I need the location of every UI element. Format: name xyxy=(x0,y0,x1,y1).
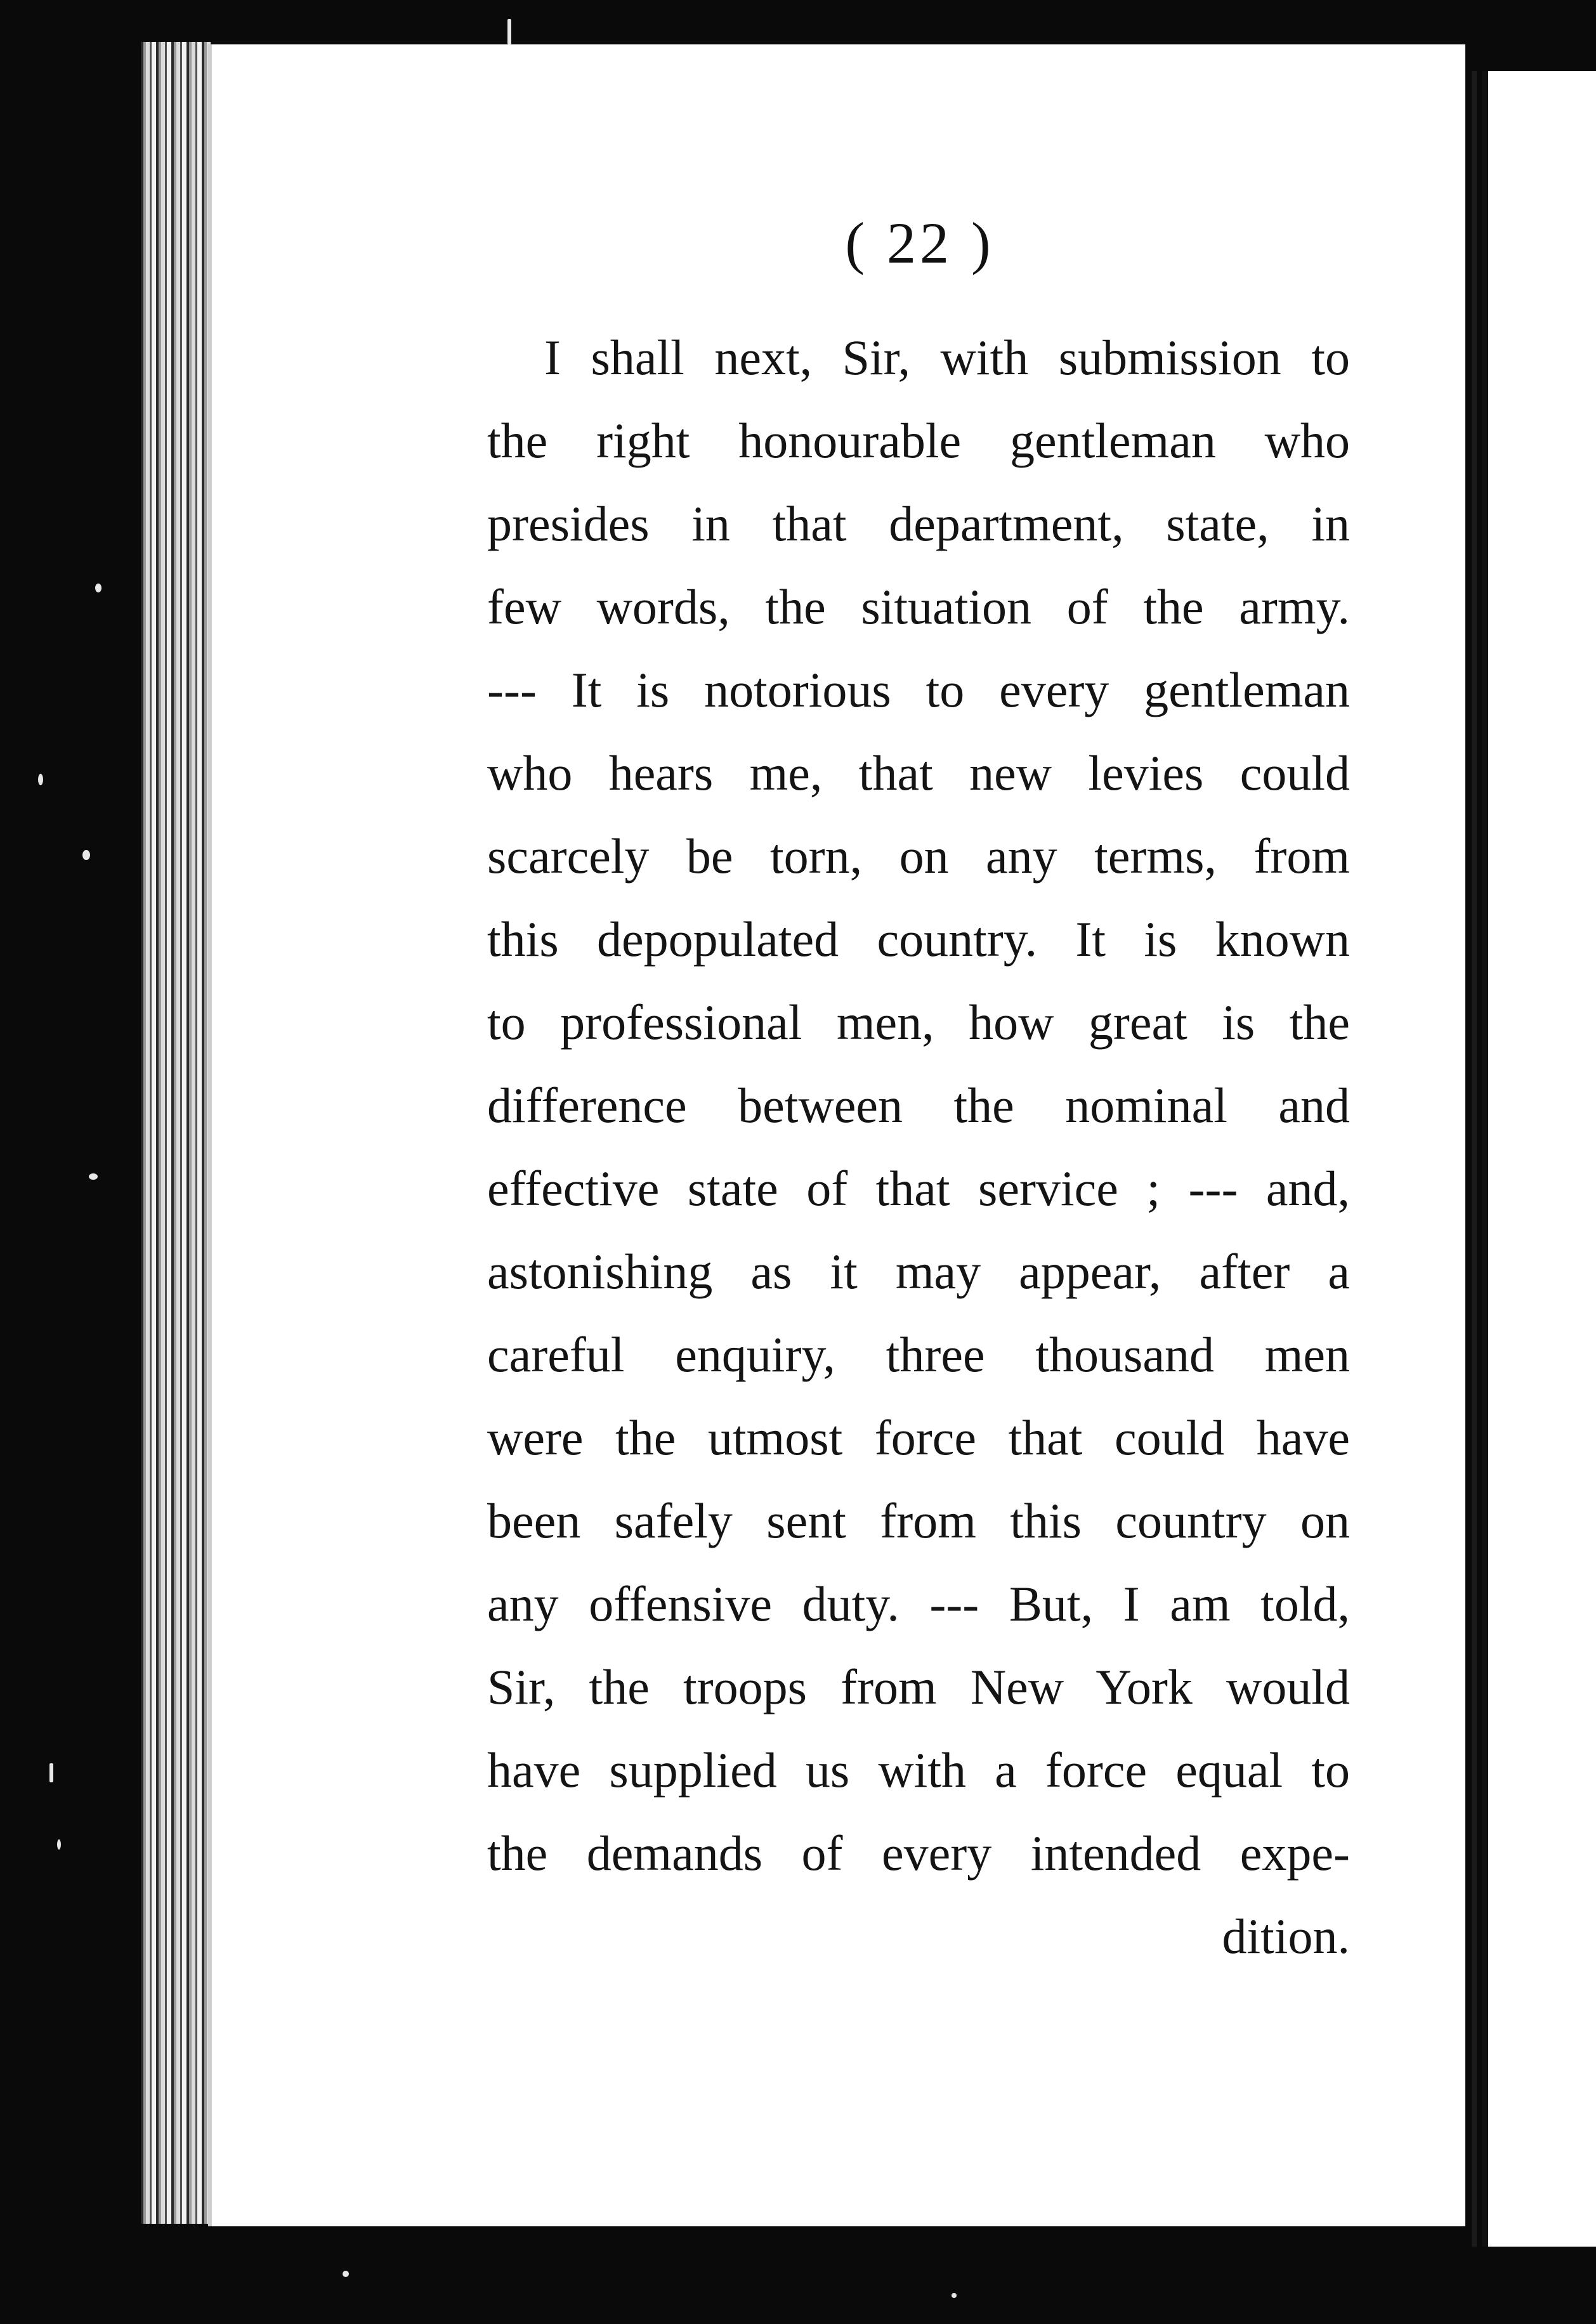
speck-mark xyxy=(343,2271,349,2277)
text-line: --- It is notorious to every gentleman xyxy=(487,662,1350,717)
page-number: ( 22 ) xyxy=(845,211,995,275)
text-line: difference between the nominal and xyxy=(487,1078,1350,1133)
speck-mark xyxy=(82,850,90,860)
speck-mark xyxy=(952,2293,957,2298)
text-line: were the utmost force that could have xyxy=(487,1410,1350,1465)
body-text xyxy=(487,316,1350,1978)
text-line: effective state of that service ; --- and, xyxy=(487,1161,1350,1216)
text-line: the demands of every intended expe- xyxy=(487,1825,1350,1881)
text-line: I shall next, Sir, with submission to xyxy=(544,330,1350,385)
text-line: have supplied us with a force equal to xyxy=(487,1742,1350,1798)
catchword-line: dition. xyxy=(1222,1909,1350,1964)
gutter-shadow xyxy=(1472,71,1477,2247)
text-line: who hears me, that new levies could xyxy=(487,745,1350,800)
book-binding-edge xyxy=(141,42,211,2224)
text-line: this depopulated country. It is known xyxy=(487,911,1350,967)
text-line: presides in that department, state, in xyxy=(487,496,1350,551)
text-line: the right honourable gentleman who xyxy=(487,413,1350,468)
speck-mark xyxy=(38,774,43,785)
text-line: astonishing as it may appear, after a xyxy=(487,1244,1350,1299)
speck-mark xyxy=(49,1763,53,1782)
facing-page-edge xyxy=(1482,71,1596,2247)
speck-mark xyxy=(95,584,101,592)
speck-mark xyxy=(89,1173,98,1180)
text-line: to professional men, how great is the xyxy=(487,995,1350,1050)
speck-mark xyxy=(507,19,511,44)
text-line: any offensive duty. --- But, I am told, xyxy=(487,1576,1350,1631)
text-line: been safely sent from this country on xyxy=(487,1493,1350,1548)
text-line: few words, the situation of the army. xyxy=(487,579,1350,634)
text-line: scarcely be torn, on any terms, from xyxy=(487,828,1350,884)
text-line: careful enquiry, three thousand men xyxy=(487,1327,1350,1382)
text-line: Sir, the troops from New York would xyxy=(487,1659,1350,1714)
speck-mark xyxy=(57,1839,61,1850)
